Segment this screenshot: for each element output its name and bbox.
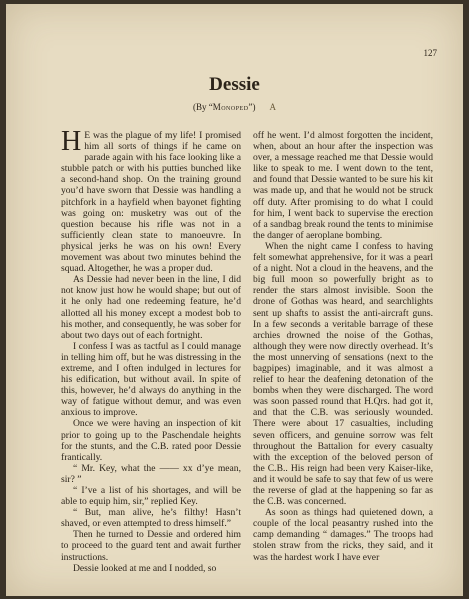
book-page (6, 4, 463, 596)
page-number: 127 (423, 48, 437, 58)
paragraph: When the night came I confess to having felt somewhat apprehensive, for it was a pearl of a night. Not a cloud in the heavens, and the big full moon so powerfully bright as to render the stars almost invisible. Soon the drone of Gothas was heard, and searchlights sent up shafts to assist the anti-aircraft guns. In a few seconds a veritable barrage of these archies drowned the noise of the Gothas, although they were now directly overhead. It’s the most unnerving of sensations (next to the bagpipes) imaginable, and it was almost a relief to hear the deafening detonation of the bombs when they were discharged. The word was soon passed round that H.Qrs. had got it, and that the C.B. was seriously wounded. There were about 17 casualties, including seven officers, and genuine sorrow was felt throughout the Battalion for every casualty with the exception of the beloved person of the C.B.. His reign had been very Kaiser-like, and it would be safe to say that few of us were the reverse of glad at the happening so far as the C.B. was concerned. (253, 240, 433, 508)
pencil-mark: A (269, 102, 277, 112)
paragraph: off he went. I’d almost forgotten the incident, when, about an hour after the inspection was over, a message reached me that Dessie would like to speak to me. I went down to the tent, and found that Dessie wanted to be sure his kit was made up, and that he would not be struck off duty. After promising to do what I could for him, I went back to supervise the erection of a sandbag break round the tents to minimise the danger of aeroplane bombing. (253, 130, 433, 241)
paragraph: Then he turned to Dessie and ordered him to proceed to the guard tent and await further instructions. (61, 529, 241, 563)
paragraph: Dessie looked at me and I nodded, so (73, 562, 217, 574)
text-column-left (61, 130, 241, 590)
paragraph: I confess I was as tactful as I could manage in telling him off, but he was distressing in the extreme, and I often indulged in lectures for his edification, but without avail. In spite of this, however, he’d always do anything in the way of fatigue without demur, and was even anxious to improve. (61, 340, 241, 419)
paragraph: “ I’ve a list of his shortages, and will be able to equip him, sir,” replied Key. (61, 485, 241, 508)
drop-cap: H (61, 130, 82, 157)
paragraph-text: E was the plague of my life! I promised him all sorts of things if he came on parade again with his face looking like a stubble patch or with his putties bunched like a second-hand shop. On the training ground you’d have sworn that Dessie was handling a pitchfork in a hayfield when bayonet fighting was going on: musketry was out of the question because his rifle was not in a sufficiently clean state to manoeuvre. In physical jerks he was on his own! Every movement was about two minutes behind the squad. Altogether, he was a proper dud. (61, 130, 241, 275)
byline-author: Monoped (212, 102, 249, 112)
paragraph: “ But, man alive, he’s filthy! Hasn’t shaved, or even attempted to dress himself.” (61, 507, 241, 530)
paragraph: As Dessie had never been in the line, I did not know just how he would shape; but out of it he only had one redeeming feature, he’d allotted all his money except a modest bob to his mother, and consequently, he was sober for about two days out of each fortnight. (61, 274, 241, 341)
byline-open: (By “ (192, 102, 213, 112)
byline-close: ”) (248, 102, 256, 112)
paragraph (61, 130, 241, 274)
paragraph: Once we were having an inspection of kit prior to going up to the Paschendale heights for the stunts, and the C.B. rated poor Dessie frantically. (61, 418, 241, 463)
paragraph: As soon as things had quietened down, a couple of the local peasantry rushed into the camp demanding “ damages.” The troops had stolen straw from the ricks, they said, and it was the hardest work I have ever (253, 507, 433, 563)
text-column-right (253, 130, 433, 590)
paragraph: “ Mr. Key, what the —— xx d’ye mean, sir? ” (61, 462, 241, 485)
byline (6, 102, 463, 112)
article-title: Dessie (209, 74, 260, 95)
